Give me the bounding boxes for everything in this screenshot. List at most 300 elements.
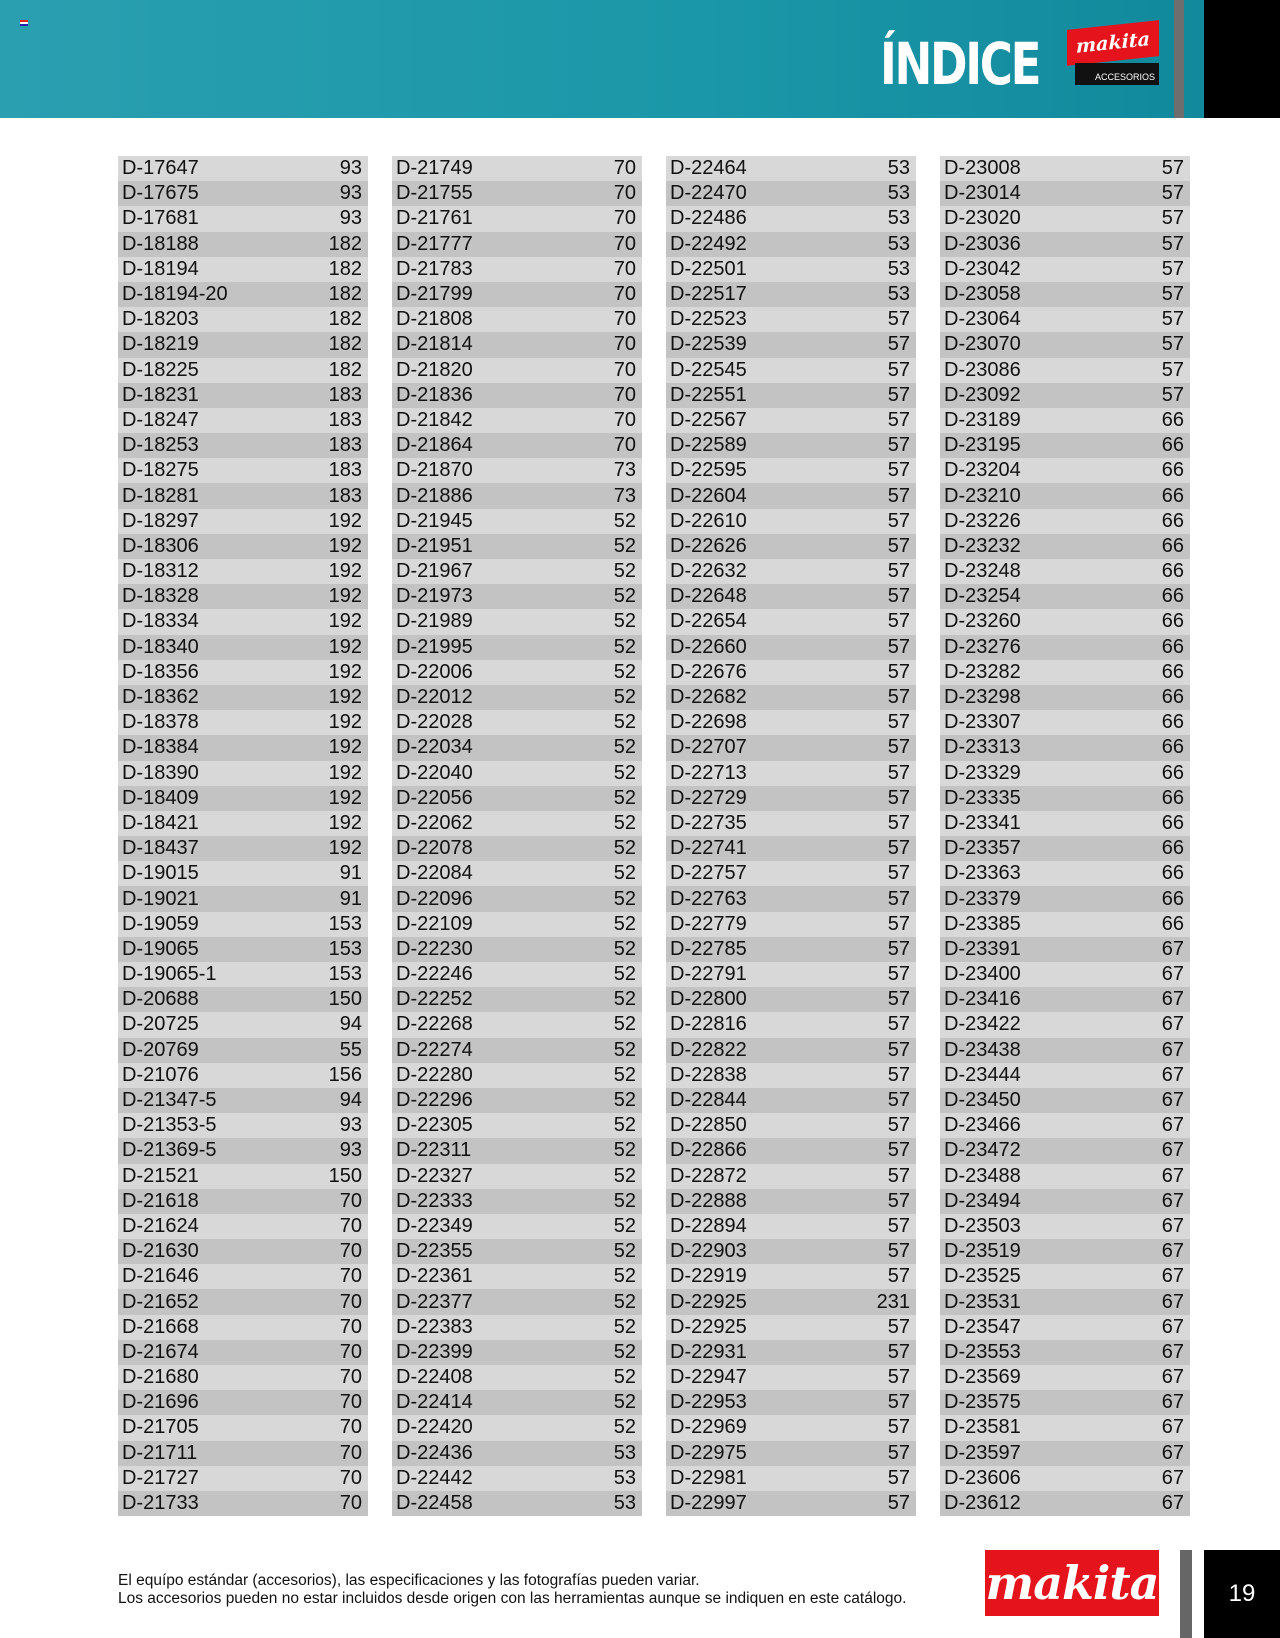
page-ref: 52 (613, 686, 636, 709)
part-code: D-18281 (122, 484, 199, 507)
part-code: D-21808 (396, 308, 473, 331)
part-code: D-21886 (396, 484, 473, 507)
index-row (118, 811, 368, 836)
part-code: D-23547 (944, 1315, 1021, 1338)
index-row (392, 1264, 642, 1289)
part-code: D-23357 (944, 837, 1021, 860)
page-ref: 182 (328, 308, 362, 331)
page-ref: 192 (328, 610, 362, 633)
index-row (392, 383, 642, 408)
index-row (940, 1189, 1190, 1214)
part-code: D-22626 (670, 534, 747, 557)
part-code: D-22420 (396, 1416, 473, 1439)
index-row (666, 156, 916, 181)
index-row (666, 408, 916, 433)
page-ref: 66 (1161, 686, 1184, 709)
page-ref: 93 (339, 182, 362, 205)
index-row (392, 559, 642, 584)
part-code: D-22305 (396, 1114, 473, 1137)
part-code: D-21870 (396, 459, 473, 482)
index-row (392, 1491, 642, 1516)
index-row (666, 761, 916, 786)
page-ref: 57 (887, 1038, 910, 1061)
part-code: D-23416 (944, 988, 1021, 1011)
part-code: D-22682 (670, 686, 747, 709)
page-ref: 57 (887, 434, 910, 457)
page-ref: 93 (339, 207, 362, 230)
part-code: D-22785 (670, 937, 747, 960)
page-ref: 57 (887, 534, 910, 557)
page-ref: 52 (613, 1265, 636, 1288)
page-ref: 57 (887, 610, 910, 633)
index-row (940, 232, 1190, 257)
page-ref: 52 (613, 912, 636, 935)
index-row (940, 559, 1190, 584)
page-ref: 67 (1161, 1466, 1184, 1489)
index-row (940, 685, 1190, 710)
part-code: D-21624 (122, 1214, 199, 1237)
part-code: D-22006 (396, 660, 473, 683)
index-row (118, 509, 368, 534)
index-row (118, 1315, 368, 1340)
page-ref: 52 (613, 1189, 636, 1212)
page-ref: 57 (887, 660, 910, 683)
page-ref: 57 (887, 862, 910, 885)
index-row (666, 559, 916, 584)
page-ref: 70 (339, 1340, 362, 1363)
index-row (940, 1214, 1190, 1239)
index-row (118, 1063, 368, 1088)
part-code: D-22296 (396, 1089, 473, 1112)
header-divider (1174, 0, 1184, 118)
page-ref: 70 (339, 1189, 362, 1212)
index-row (666, 1138, 916, 1163)
page-ref: 66 (1161, 459, 1184, 482)
page-ref: 67 (1161, 1214, 1184, 1237)
page-ref: 70 (339, 1441, 362, 1464)
part-code: D-21705 (122, 1416, 199, 1439)
index-row (666, 1063, 916, 1088)
part-code: D-18437 (122, 837, 199, 860)
part-code: D-22903 (670, 1240, 747, 1263)
part-code: D-22981 (670, 1466, 747, 1489)
page-ref: 52 (613, 509, 636, 532)
part-code: D-23058 (944, 283, 1021, 306)
page-ref: 57 (1161, 333, 1184, 356)
page-ref: 57 (887, 1265, 910, 1288)
page-ref: 231 (876, 1290, 910, 1313)
index-row (392, 987, 642, 1012)
page-ref: 52 (613, 887, 636, 910)
index-row (118, 1491, 368, 1516)
index-row (940, 987, 1190, 1012)
index-row (118, 685, 368, 710)
page-ref: 57 (887, 1013, 910, 1036)
page-ref: 70 (613, 283, 636, 306)
part-code: D-21521 (122, 1164, 199, 1187)
page-ref: 66 (1161, 534, 1184, 557)
page-ref: 67 (1161, 988, 1184, 1011)
index-row (666, 937, 916, 962)
brand-name: makita (1076, 28, 1150, 58)
index-row (666, 811, 916, 836)
index-row (666, 660, 916, 685)
flag-icon (20, 20, 28, 26)
page-ref: 57 (887, 786, 910, 809)
part-code: D-20769 (122, 1038, 199, 1061)
index-row (666, 383, 916, 408)
index-row (940, 282, 1190, 307)
index-row (666, 962, 916, 987)
part-code: D-21836 (396, 383, 473, 406)
index-row (940, 761, 1190, 786)
index-row (392, 483, 642, 508)
index-row (392, 1390, 642, 1415)
part-code: D-18421 (122, 811, 199, 834)
page-ref: 52 (613, 937, 636, 960)
part-code: D-22567 (670, 408, 747, 431)
page-ref: 67 (1161, 1063, 1184, 1086)
page-ref: 52 (613, 560, 636, 583)
part-code: D-22838 (670, 1063, 747, 1086)
part-code: D-23307 (944, 711, 1021, 734)
page-ref: 67 (1161, 1290, 1184, 1313)
part-code: D-23036 (944, 232, 1021, 255)
page-ref: 57 (887, 1139, 910, 1162)
index-row (940, 358, 1190, 383)
part-code: D-18312 (122, 560, 199, 583)
index-row (940, 1441, 1190, 1466)
page-ref: 91 (339, 887, 362, 910)
page-ref: 57 (887, 1189, 910, 1212)
page-ref: 52 (613, 837, 636, 860)
index-row (940, 811, 1190, 836)
part-code: D-21783 (396, 257, 473, 280)
page-ref: 57 (887, 459, 910, 482)
page-ref: 66 (1161, 786, 1184, 809)
index-row (392, 1088, 642, 1113)
page-ref: 52 (613, 811, 636, 834)
page-ref: 57 (887, 761, 910, 784)
page-ref: 52 (613, 711, 636, 734)
part-code: D-22436 (396, 1441, 473, 1464)
part-code: D-21951 (396, 534, 473, 557)
part-code: D-22523 (670, 308, 747, 331)
page-ref: 183 (328, 434, 362, 457)
part-code: D-21864 (396, 434, 473, 457)
index-row (940, 483, 1190, 508)
part-code: D-22458 (396, 1492, 473, 1515)
page-ref: 70 (339, 1240, 362, 1263)
index-row (666, 1264, 916, 1289)
index-row (392, 836, 642, 861)
index-row (940, 433, 1190, 458)
part-code: D-22969 (670, 1416, 747, 1439)
part-code: D-21076 (122, 1063, 199, 1086)
part-code: D-23488 (944, 1164, 1021, 1187)
page-ref: 67 (1161, 1441, 1184, 1464)
index-row (666, 1113, 916, 1138)
part-code: D-22648 (670, 585, 747, 608)
index-row (940, 509, 1190, 534)
page-ref: 70 (613, 308, 636, 331)
part-code: D-23254 (944, 585, 1021, 608)
page-ref: 70 (339, 1391, 362, 1414)
page-ref: 70 (339, 1315, 362, 1338)
index-row (666, 1164, 916, 1189)
index-row (118, 1088, 368, 1113)
index-row (118, 1441, 368, 1466)
index-row (666, 534, 916, 559)
part-code: D-22109 (396, 912, 473, 935)
index-row (666, 509, 916, 534)
page-ref: 53 (887, 182, 910, 205)
index-row (392, 509, 642, 534)
page-ref: 70 (339, 1214, 362, 1237)
index-row (392, 534, 642, 559)
index-row (392, 1441, 642, 1466)
page-ref: 70 (339, 1265, 362, 1288)
part-code: D-23363 (944, 862, 1021, 885)
part-code: D-18328 (122, 585, 199, 608)
part-code: D-23092 (944, 383, 1021, 406)
part-code: D-21668 (122, 1315, 199, 1338)
page-ref: 93 (339, 157, 362, 180)
footer-brand-name: makita (985, 1556, 1159, 1610)
part-code: D-23400 (944, 963, 1021, 986)
page-ref: 52 (613, 534, 636, 557)
index-row (392, 886, 642, 911)
index-row (392, 1415, 642, 1440)
part-code: D-20688 (122, 988, 199, 1011)
index-row (666, 861, 916, 886)
page-ref: 67 (1161, 1189, 1184, 1212)
index-row (392, 257, 642, 282)
index-row (118, 861, 368, 886)
part-code: D-18340 (122, 635, 199, 658)
page-ref: 67 (1161, 1089, 1184, 1112)
index-row (118, 660, 368, 685)
index-row (392, 1138, 642, 1163)
index-row (666, 609, 916, 634)
part-code: D-23042 (944, 257, 1021, 280)
index-row (118, 1390, 368, 1415)
part-code: D-22361 (396, 1265, 473, 1288)
index-row (118, 156, 368, 181)
part-code: D-18231 (122, 383, 199, 406)
index-row (666, 1239, 916, 1264)
index-row (940, 609, 1190, 634)
page-ref: 67 (1161, 1366, 1184, 1389)
index-row (940, 660, 1190, 685)
index-row (940, 257, 1190, 282)
index-row (392, 232, 642, 257)
page-ref: 153 (328, 912, 362, 935)
part-code: D-23606 (944, 1466, 1021, 1489)
index-row (118, 962, 368, 987)
page-ref: 52 (613, 1240, 636, 1263)
page-ref: 182 (328, 358, 362, 381)
page-ref: 52 (613, 862, 636, 885)
index-row (666, 735, 916, 760)
part-code: D-22595 (670, 459, 747, 482)
index-row (392, 1113, 642, 1138)
page-ref: 52 (613, 635, 636, 658)
part-code: D-22610 (670, 509, 747, 532)
index-row (118, 1466, 368, 1491)
index-row (118, 534, 368, 559)
index-row (392, 1164, 642, 1189)
page-ref: 153 (328, 937, 362, 960)
part-code: D-21630 (122, 1240, 199, 1263)
page-ref: 192 (328, 811, 362, 834)
part-code: D-22757 (670, 862, 747, 885)
page-header (0, 0, 1280, 118)
index-row (392, 1340, 642, 1365)
page-ref: 57 (887, 736, 910, 759)
index-row (392, 735, 642, 760)
page-ref: 70 (613, 257, 636, 280)
index-row (666, 458, 916, 483)
part-code: D-22660 (670, 635, 747, 658)
part-code: D-18253 (122, 434, 199, 457)
part-code: D-21995 (396, 635, 473, 658)
part-code: D-22604 (670, 484, 747, 507)
page-title: ÍNDICE (880, 30, 1040, 98)
index-row (666, 1189, 916, 1214)
part-code: D-23086 (944, 358, 1021, 381)
part-code: D-21989 (396, 610, 473, 633)
part-code: D-22408 (396, 1366, 473, 1389)
page-ref: 70 (613, 358, 636, 381)
page-ref: 57 (887, 1164, 910, 1187)
part-code: D-23204 (944, 459, 1021, 482)
part-code: D-21369-5 (122, 1139, 217, 1162)
part-code: D-17681 (122, 207, 199, 230)
index-row (118, 1189, 368, 1214)
page-ref: 67 (1161, 1492, 1184, 1515)
page-ref: 57 (887, 1366, 910, 1389)
part-code: D-22551 (670, 383, 747, 406)
index-row (666, 987, 916, 1012)
page-ref: 57 (1161, 358, 1184, 381)
part-code: D-22383 (396, 1315, 473, 1338)
index-row (392, 1365, 642, 1390)
part-code: D-21646 (122, 1265, 199, 1288)
part-code: D-23531 (944, 1290, 1021, 1313)
part-code: D-22012 (396, 686, 473, 709)
index-row (118, 735, 368, 760)
part-code: D-21973 (396, 585, 473, 608)
part-code: D-22844 (670, 1089, 747, 1112)
page-ref: 66 (1161, 560, 1184, 583)
page-ref: 70 (339, 1416, 362, 1439)
part-code: D-22062 (396, 811, 473, 834)
index-row (940, 710, 1190, 735)
part-code: D-22894 (670, 1214, 747, 1237)
part-code: D-23232 (944, 534, 1021, 557)
index-row (118, 786, 368, 811)
part-code: D-23519 (944, 1240, 1021, 1263)
part-code: D-22713 (670, 761, 747, 784)
index-row (392, 710, 642, 735)
page-ref: 57 (887, 308, 910, 331)
page-ref: 55 (339, 1038, 362, 1061)
part-code: D-21618 (122, 1189, 199, 1212)
index-row (940, 332, 1190, 357)
page-ref: 53 (613, 1441, 636, 1464)
page-ref: 66 (1161, 761, 1184, 784)
index-row (392, 156, 642, 181)
page-ref: 57 (887, 1416, 910, 1439)
part-code: D-21353-5 (122, 1114, 217, 1137)
page-ref: 183 (328, 484, 362, 507)
page-ref: 57 (1161, 182, 1184, 205)
page-ref: 66 (1161, 736, 1184, 759)
part-code: D-22791 (670, 963, 747, 986)
page-ref: 57 (1161, 308, 1184, 331)
index-row (392, 458, 642, 483)
index-column-2 (392, 156, 642, 1516)
page-ref: 70 (613, 232, 636, 255)
part-code: D-23391 (944, 937, 1021, 960)
index-row (118, 1113, 368, 1138)
page-ref: 52 (613, 1063, 636, 1086)
page-ref: 57 (887, 912, 910, 935)
part-code: D-22280 (396, 1063, 473, 1086)
index-row (666, 1340, 916, 1365)
part-code: D-22333 (396, 1189, 473, 1212)
index-row (940, 181, 1190, 206)
part-code: D-22763 (670, 887, 747, 910)
index-row (118, 1214, 368, 1239)
page-ref: 70 (339, 1492, 362, 1515)
part-code: D-18203 (122, 308, 199, 331)
part-code: D-18297 (122, 509, 199, 532)
index-row (392, 181, 642, 206)
part-code: D-22034 (396, 736, 473, 759)
page-ref: 57 (887, 358, 910, 381)
index-row (118, 1164, 368, 1189)
part-code: D-22230 (396, 937, 473, 960)
part-code: D-22735 (670, 811, 747, 834)
page-ref: 57 (887, 1492, 910, 1515)
page-ref: 70 (613, 434, 636, 457)
page-ref: 66 (1161, 837, 1184, 860)
part-code: D-23189 (944, 408, 1021, 431)
part-code: D-22698 (670, 711, 747, 734)
page-ref: 57 (887, 484, 910, 507)
index-row (118, 307, 368, 332)
index-row (392, 811, 642, 836)
page-ref: 73 (613, 484, 636, 507)
index-row (666, 206, 916, 231)
page-ref: 52 (613, 761, 636, 784)
page-ref: 192 (328, 686, 362, 709)
index-row (666, 710, 916, 735)
page-ref: 66 (1161, 585, 1184, 608)
index-column-1 (118, 156, 368, 1516)
part-code: D-21799 (396, 283, 473, 306)
page-ref: 52 (613, 736, 636, 759)
part-code: D-23438 (944, 1038, 1021, 1061)
page-ref: 57 (887, 963, 910, 986)
page-ref: 182 (328, 257, 362, 280)
page-ref: 57 (887, 1441, 910, 1464)
page-ref: 67 (1161, 1416, 1184, 1439)
page-ref: 66 (1161, 660, 1184, 683)
index-row (392, 937, 642, 962)
